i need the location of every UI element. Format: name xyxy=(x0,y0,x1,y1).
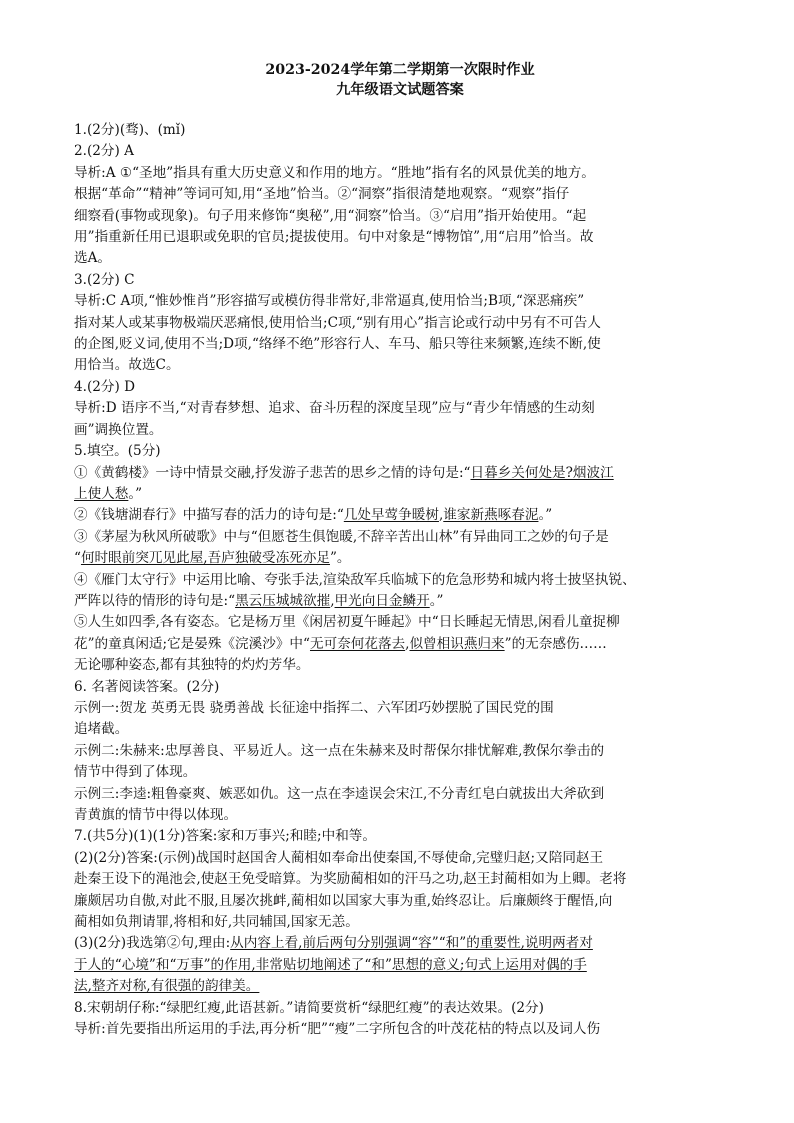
document-title: 2023-2024学年第二学期第一次限时作业 xyxy=(265,62,535,78)
answer-underlined-text: 几处早莺争暖树 xyxy=(343,507,439,524)
text-line xyxy=(74,313,726,334)
text-segment: 3.(2分) C xyxy=(74,271,135,288)
text-segment: 选A。 xyxy=(74,250,112,267)
text-line xyxy=(74,612,726,633)
text-segment: 导析:D 语序不当,“对青春梦想、追求、奋斗历程的深度呈现”应与“青少年情感的生动刻 xyxy=(74,400,595,417)
text-segment: 无论哪种姿态,都有其独特的灼灼芳华。 xyxy=(74,657,310,674)
text-line xyxy=(74,634,726,655)
text-segment: 廉颇居功自傲,对此不服,且屡次挑衅,蔺相如以国家大事为重,始终忍让。后廉颇终于醒悟,向 xyxy=(74,892,613,909)
text-line xyxy=(74,891,726,912)
text-segment: 花”的童真闲适;它是晏殊《浣溪沙》中“ xyxy=(74,635,310,652)
answer-underlined-text: 上使人愁 xyxy=(74,485,129,502)
text-line xyxy=(74,655,726,676)
text-segment: 的企图,贬义词,使用不当;D项,“络绎不绝”形容行人、车马、船只等往来频繁,连续不断,使 xyxy=(74,336,601,353)
text-line xyxy=(74,1019,726,1040)
text-line xyxy=(74,591,726,612)
text-line xyxy=(74,998,726,1019)
text-segment: ④《雁门太守行》中运用比喻、夸张手法,渲染敌军兵临城下的危急形势和城内将士披坚执锐、 xyxy=(74,571,636,588)
text-segment: 赴秦王设下的渑池会,使赵王免受暗算。为奖励蔺相如的汗马之功,赵王封蔺相如为上卿。老将 xyxy=(74,871,627,888)
text-line xyxy=(74,505,726,526)
answer-underlined-text: 似曾相识燕归来 xyxy=(409,635,505,652)
answer-sheet xyxy=(74,60,726,1040)
text-line xyxy=(74,441,726,462)
text-line xyxy=(74,484,726,505)
text-line xyxy=(74,869,726,890)
text-segment: 示例一:贺龙 英勇无畏 骁勇善战 长征途中指挥二、六军团巧妙摆脱了国民党的围 xyxy=(74,699,554,716)
text-segment: 。” xyxy=(128,485,143,502)
text-segment: 追堵截。 xyxy=(74,721,129,738)
text-line xyxy=(74,719,726,740)
text-line xyxy=(74,163,726,184)
text-segment: , xyxy=(405,635,410,652)
text-segment: 蔺相如负荆请罪,将相和好,共同辅国,国家无恙。 xyxy=(74,914,359,931)
text-segment: 用恰当。故选C。 xyxy=(74,357,180,374)
text-segment: 根据“革命”“精神”等词可知,用“圣地”恰当。②“洞察”指很清楚地观察。“观察”指仔 xyxy=(74,186,570,203)
text-segment: 细察看(事物或现象)。句子用来修饰“奥秘”,用“洞察”恰当。③“启用”指开始使用。“起 xyxy=(74,207,587,224)
text-segment: ⑤人生如四季,各有姿态。它是杨万里《闲居初夏午睡起》中“日长睡起无情思,闲看儿童捉柳 xyxy=(74,614,620,631)
answer-underlined-text: 何时眼前突兀见此屋,吾庐独破受冻死亦足 xyxy=(80,550,330,567)
answer-body xyxy=(74,120,726,1040)
answer-underlined-text: 于人的“心境”和“万事”的作用,非常贴切地阐述了“和”思想的意义;句式上运用对偶的手 xyxy=(74,956,587,973)
text-segment: 指对某人或某事物极端厌恶痛恨,使用恰当;C项,“别有用心”指言论或行动中另有不可告人 xyxy=(74,314,601,331)
text-line xyxy=(74,334,726,355)
text-line xyxy=(74,398,726,419)
text-line xyxy=(74,463,726,484)
text-line xyxy=(74,227,726,248)
text-segment: 导析:C A项,“惟妙惟肖”形容描写或模仿得非常好,非常逼真,使用恰当;B项,“深恶痛疾” xyxy=(74,293,585,310)
text-line xyxy=(74,976,726,997)
text-segment: 。” xyxy=(429,592,444,609)
answer-underlined-text: 日暮乡关何处是?烟波江 xyxy=(470,464,614,481)
text-segment: ”。 xyxy=(329,550,351,567)
text-line xyxy=(74,420,726,441)
text-segment: 青黄旗的情节中得以体现。 xyxy=(74,807,238,823)
text-line xyxy=(74,741,726,762)
text-segment: 4.(2分) D xyxy=(74,378,136,395)
text-line xyxy=(74,677,726,698)
text-segment: 画”调换位置。 xyxy=(74,421,163,438)
answer-underlined-text: 黑云压城城欲摧 xyxy=(235,592,331,609)
text-line xyxy=(74,784,726,805)
text-line xyxy=(74,698,726,719)
text-segment: 导析:首先要指出所运用的手法,再分析“肥”“瘦”二字所包含的叶茂花枯的特点以及词人伤 xyxy=(74,1021,601,1038)
text-line xyxy=(74,377,726,398)
text-segment: 情节中得到了体现。 xyxy=(74,764,197,781)
text-segment: 5.填空。(5分) xyxy=(74,443,161,460)
text-line xyxy=(74,826,726,847)
text-line xyxy=(74,527,726,548)
text-line xyxy=(74,955,726,976)
text-segment: ②《钱塘湖春行》中描写春的活力的诗句是:“ xyxy=(74,507,344,524)
text-segment: ①《黄鹤楼》一诗中情景交融,抒发游子悲苦的思乡之情的诗句是:“ xyxy=(74,464,471,481)
text-line xyxy=(74,184,726,205)
answer-underlined-text: 甲光向日金鳞开 xyxy=(334,592,430,609)
text-segment: 2.(2分) A xyxy=(74,143,134,160)
text-segment: ③《茅屋为秋风所破歌》中与“但愿苍生俱饱暖,不辞辛苦出山林”有异曲同工之妙的句子是 xyxy=(74,528,609,545)
text-segment: (3)(2分)我选第②句,理由: xyxy=(74,935,231,952)
text-segment: ”的无奈感伤…… xyxy=(504,635,607,652)
answer-underlined-text: 谁家新燕啄春泥 xyxy=(443,507,539,524)
text-line xyxy=(74,120,726,141)
text-segment: (2)(2分)答案:(示例)战国时赵国舍人蔺相如奉命出使秦国,不辱使命,完璧归赵;又陪同赵王 xyxy=(74,849,604,866)
text-segment: , xyxy=(330,592,335,609)
text-segment: 示例三:李逵:粗鲁豪爽、嫉恶如仇。这一点在李逵误会宋江,不分青红皂白就拔出大斧砍到 xyxy=(74,785,605,802)
text-line xyxy=(74,355,726,376)
text-segment: “ xyxy=(74,550,81,567)
text-segment: 1.(2分)(骛)、(mǐ) xyxy=(74,122,186,138)
text-segment: 严阵以待的情形的诗句是:“ xyxy=(74,592,236,609)
answer-underlined-text: 从内容上看,前后两句分别强调“容”“和”的重要性,说明两者对 xyxy=(230,935,593,952)
text-line xyxy=(74,270,726,291)
text-line xyxy=(74,805,726,826)
text-segment: 导析:A ①“圣地”指具有重大历史意义和作用的地方。“胜地”指有名的风景优美的地方。 xyxy=(74,164,595,181)
text-segment: 6. 名著阅读答案。(2分) xyxy=(74,678,220,695)
text-line xyxy=(74,291,726,312)
text-segment: 。” xyxy=(538,507,553,524)
text-line xyxy=(74,912,726,933)
text-line xyxy=(74,570,726,591)
text-segment: 7.(共5分)(1)(1分)答案:家和万事兴;和睦;中和等。 xyxy=(74,828,376,845)
text-line xyxy=(74,248,726,269)
answer-underlined-text: 法,整齐对称,有很强的韵律美。 xyxy=(74,978,260,995)
answer-underlined-text: 无可奈何花落去 xyxy=(309,635,406,652)
text-line xyxy=(74,548,726,569)
text-segment: , xyxy=(438,507,444,524)
text-segment: 用”指重新任用已退职或免职的官员;提拔使用。句中对象是“博物馆”,用“启用”恰当。故 xyxy=(74,229,594,246)
text-line xyxy=(74,141,726,162)
text-line xyxy=(74,848,726,869)
text-segment: 8.宋朝胡仔称:“绿肥红瘦,此语甚新。”请简要赏析“绿肥红瘦”的表达效果。(2分) xyxy=(74,999,544,1016)
text-line xyxy=(74,762,726,783)
text-line xyxy=(74,206,726,227)
text-segment: 示例二:朱赫来:忠厚善良、平易近人。这一点在朱赫来及时帮保尔排忧解难,教保尔拳击的 xyxy=(74,742,605,759)
document-subtitle: 九年级语文试题答案 xyxy=(336,82,464,98)
text-line xyxy=(74,933,726,954)
